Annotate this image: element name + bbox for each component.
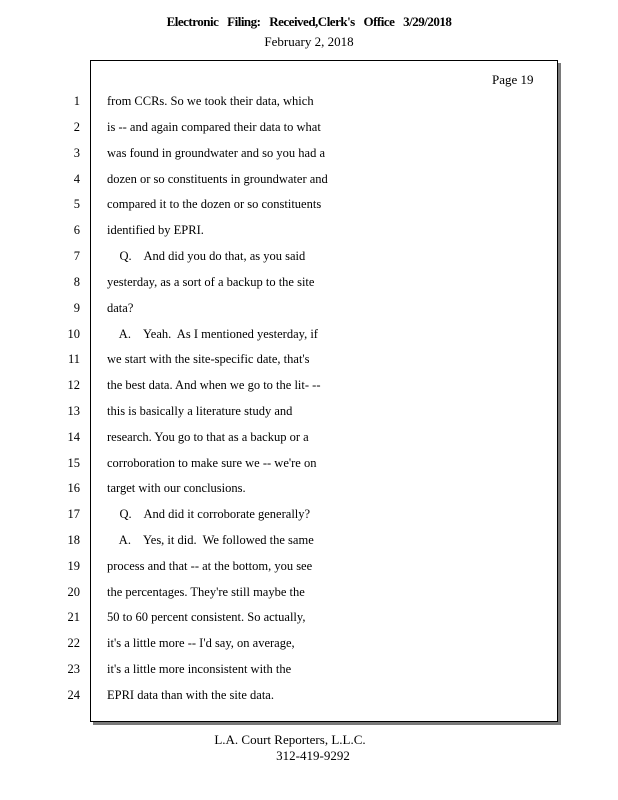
line-number: 23: [67, 662, 80, 676]
line-number: 13: [67, 404, 80, 418]
line-text: identified by EPRI.: [107, 223, 204, 237]
line-text: compared it to the dozen or so constituents: [107, 197, 322, 211]
line-text: from CCRs. So we took their data, which: [107, 94, 314, 108]
line-number: 12: [67, 378, 80, 392]
line-text: Q. And did you do that, as you said: [107, 249, 306, 263]
line-number: 4: [73, 172, 80, 186]
line-number: 19: [67, 559, 80, 573]
court-reporter-phone: 312-419-9292: [276, 748, 350, 763]
line-text: EPRI data than with the site data.: [107, 688, 274, 702]
line-text: is -- and again compared their data to what: [107, 120, 321, 134]
line-text: the best data. And when we go to the lit- --: [107, 378, 321, 392]
line-number: 16: [67, 481, 80, 495]
line-number: 18: [67, 533, 80, 547]
line-text: research. You go to that as a backup or a: [107, 430, 309, 444]
line-text: we start with the site-specific date, that's: [107, 352, 310, 366]
line-number: 7: [73, 249, 80, 263]
line-number: 5: [73, 197, 80, 211]
line-number: 2: [73, 120, 80, 134]
line-text: target with our conclusions.: [107, 481, 246, 495]
line-text: it's a little more inconsistent with the: [107, 662, 292, 676]
line-text: data?: [107, 301, 134, 315]
line-number: 11: [67, 352, 80, 366]
court-reporter-name: L.A. Court Reporters, L.L.C.: [214, 732, 366, 747]
line-number: 24: [67, 688, 80, 702]
line-number: 3: [73, 146, 80, 160]
line-text: it's a little more -- I'd say, on average,: [107, 636, 295, 650]
line-number: 1: [73, 94, 80, 108]
line-number: 9: [73, 301, 80, 315]
line-text: Q. And did it corroborate generally?: [107, 507, 311, 521]
line-text: the percentages. They're still maybe the: [107, 585, 305, 599]
line-number: 20: [67, 585, 80, 599]
line-number: 6: [73, 223, 80, 237]
line-number: 21: [67, 610, 80, 624]
line-number: 17: [67, 507, 80, 521]
line-number: 10: [67, 327, 80, 341]
line-number: 15: [67, 456, 80, 470]
line-number: 14: [67, 430, 80, 444]
line-text: was found in groundwater and so you had a: [107, 146, 326, 160]
line-text: A. Yeah. As I mentioned yesterday, if: [107, 327, 318, 341]
deposition-date: February 2, 2018: [264, 34, 354, 49]
line-number: 8: [73, 275, 80, 289]
line-text: corroboration to make sure we -- we're on: [107, 456, 317, 470]
line-text: process and that -- at the bottom, you see: [107, 559, 313, 573]
page-number: Page 19: [492, 72, 534, 87]
line-text: 50 to 60 percent consistent. So actually,: [107, 610, 306, 624]
filing-stamp: Electronic Filing: Received,Clerk's Office 3/29/2018: [166, 14, 452, 29]
line-number: 22: [67, 636, 80, 650]
line-text: A. Yes, it did. We followed the same: [107, 533, 314, 547]
line-text: dozen or so constituents in groundwater and: [107, 172, 328, 186]
line-text: this is basically a literature study and: [107, 404, 293, 418]
line-text: yesterday, as a sort of a backup to the site: [107, 275, 315, 289]
